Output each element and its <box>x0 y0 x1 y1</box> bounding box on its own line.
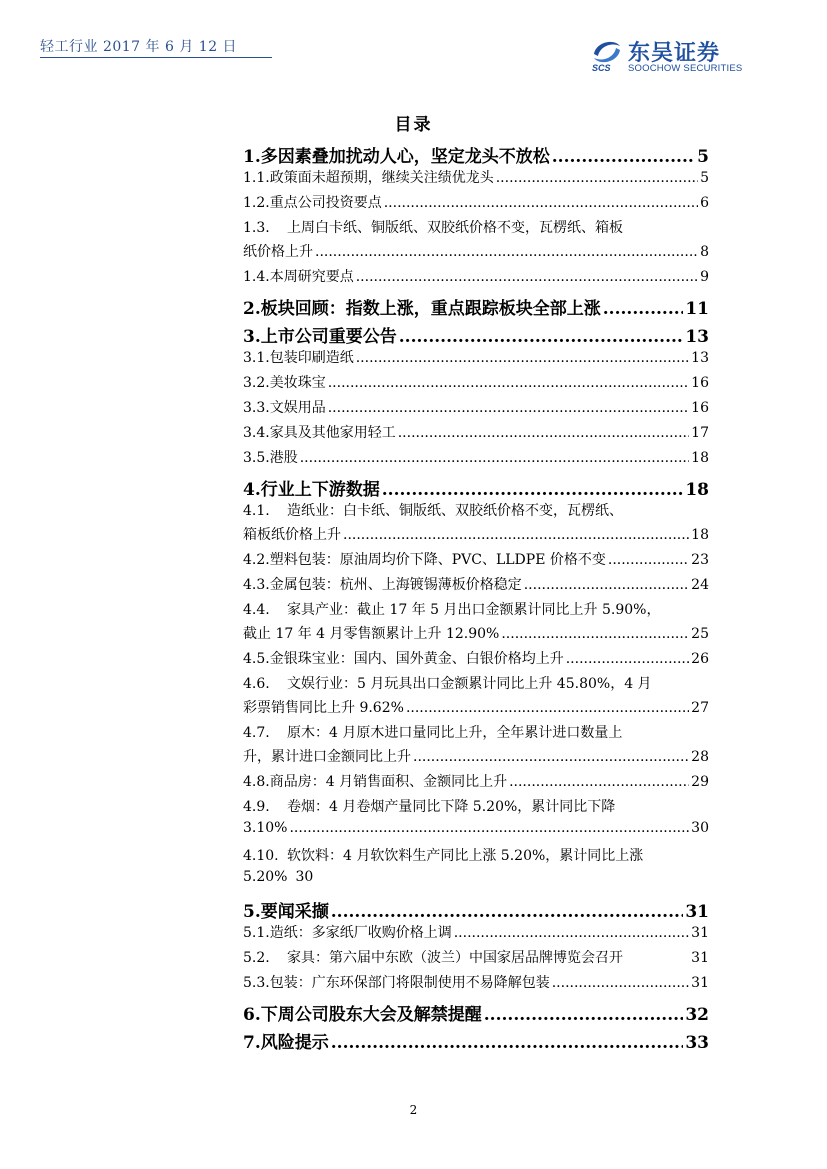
dot-leader <box>413 749 689 765</box>
toc-entry-title: 要闻采撷 <box>260 902 329 922</box>
toc-entry[interactable] <box>243 947 709 971</box>
toc-entry-number: 5. <box>243 902 261 922</box>
company-logo <box>590 36 760 78</box>
dot-leader <box>454 925 689 941</box>
dot-leader <box>331 1033 684 1053</box>
toc-entry[interactable] <box>243 845 709 893</box>
toc-entry-number: 4.6. <box>243 676 270 692</box>
toc-entry[interactable] <box>243 648 709 672</box>
toc-entry-title: 港股 <box>269 450 298 466</box>
toc-entry-page: 24 <box>691 577 709 593</box>
toc-entry-title: 金银珠宝业：国内、国外黄金、白银价格均上升 <box>269 651 564 667</box>
dot-leader <box>501 626 689 642</box>
dot-leader <box>343 527 689 543</box>
toc-entry-title-continuation: 5.20% <box>243 869 288 885</box>
toc-entry-title-continuation: 彩票销售同比上升 9.62% <box>243 700 404 716</box>
toc-entry-title: 文娱用品 <box>269 400 326 416</box>
toc-entry-number: 3. <box>243 327 261 347</box>
toc-entry-page: 28 <box>691 749 709 765</box>
logo-chinese-name: 东吴证券 <box>628 41 721 66</box>
toc-entry-page: 30 <box>295 869 314 885</box>
toc-entry[interactable] <box>243 192 709 216</box>
dot-leader <box>484 1005 684 1025</box>
toc-entry[interactable] <box>243 266 709 290</box>
toc-entry-number: 4.10. <box>243 848 279 864</box>
table-of-contents <box>243 138 709 1052</box>
toc-entry-title: 造纸业：白卡纸、铜版纸、双胶纸价格不变，瓦楞纸、 <box>287 503 623 519</box>
toc-entry[interactable] <box>243 599 709 647</box>
toc-entry-number: 4. <box>243 480 261 500</box>
header-industry-date: 轻工行业 2017 年 6 月 12 日 <box>40 39 238 55</box>
toc-entry-number: 7. <box>243 1033 261 1053</box>
toc-entry[interactable] <box>243 972 709 996</box>
toc-entry[interactable] <box>243 722 709 770</box>
toc-entry-number: 4.7. <box>243 725 270 741</box>
toc-entry-title: 下周公司股东大会及解禁提醒 <box>260 1005 482 1025</box>
toc-entry-title: 多因素叠加扰动人心，坚定龙头不放松 <box>260 147 550 167</box>
toc-entry[interactable] <box>243 897 709 921</box>
toc-entry-title-continuation: 箱板纸价格上升 <box>243 527 341 543</box>
toc-entry-page: 29 <box>691 774 709 790</box>
dot-leader <box>328 400 689 416</box>
toc-entry-number: 1.1. <box>243 170 270 186</box>
toc-entry-page: 31 <box>691 925 709 941</box>
header-underline <box>40 57 272 58</box>
toc-entry-number: 3.5. <box>243 450 270 466</box>
toc-entry-page: 25 <box>691 626 709 642</box>
toc-entry-number: 4.5. <box>243 651 270 667</box>
dot-leader <box>384 195 698 211</box>
toc-entry-title: 政策面未超预期，继续关注绩优龙头 <box>269 170 494 186</box>
toc-entry-title: 行业上下游数据 <box>260 480 380 500</box>
toc-entry[interactable] <box>243 217 709 265</box>
toc-entry[interactable] <box>243 1000 709 1024</box>
toc-entry-number: 4.4. <box>243 602 270 618</box>
toc-entry-title-continuation: 纸价格上升 <box>243 244 313 260</box>
dot-leader <box>552 147 695 167</box>
toc-entry-page: 27 <box>691 700 709 716</box>
toc-entry[interactable] <box>243 347 709 371</box>
toc-entry-title: 上市公司重要公告 <box>260 327 397 347</box>
toc-entry-title-continuation: 3.10% <box>243 820 288 836</box>
toc-entry-page: 16 <box>691 375 709 391</box>
toc-entry-number: 3.3. <box>243 400 270 416</box>
toc-entry[interactable] <box>243 771 709 795</box>
toc-entry-title: 上周白卡纸、铜版纸、双胶纸价格不变，瓦楞纸、箱板 <box>287 220 623 236</box>
toc-entry-number: 3.4. <box>243 425 270 441</box>
toc-entry-page: 26 <box>691 651 709 667</box>
toc-entry-number: 3.2. <box>243 375 270 391</box>
toc-entry[interactable] <box>243 397 709 421</box>
dot-leader <box>496 170 698 186</box>
toc-entry-page: 5 <box>697 147 709 167</box>
toc-entry-title: 金属包装：杭州、上海镀锡薄板价格稳定 <box>269 577 522 593</box>
toc-entry-page: 11 <box>685 299 709 319</box>
toc-entry-page: 5 <box>700 170 709 186</box>
toc-entry-title-continuation: 截止 17 年 4 月零售额累计上升 12.90% <box>243 626 500 642</box>
toc-entry-page: 30 <box>691 820 709 836</box>
dot-leader <box>289 820 689 836</box>
toc-entry-title: 包装：广东环保部门将限制使用不易降解包装 <box>269 975 550 991</box>
dot-leader <box>331 902 684 922</box>
dot-leader <box>406 700 689 716</box>
toc-entry-number: 4.8. <box>243 774 270 790</box>
toc-entry-number: 4.2. <box>243 552 270 568</box>
dot-leader <box>566 651 689 667</box>
toc-entry-page: 31 <box>685 902 709 922</box>
toc-entry[interactable] <box>243 475 709 499</box>
toc-entry-page: 17 <box>691 425 709 441</box>
toc-entry-number: 2. <box>243 299 261 319</box>
toc-entry[interactable] <box>243 322 709 346</box>
toc-entry[interactable] <box>243 372 709 396</box>
toc-entry-page: 13 <box>685 327 709 347</box>
dot-leader <box>552 975 689 991</box>
toc-entry-page: 31 <box>691 975 709 991</box>
toc-entry-number: 4.1. <box>243 503 270 519</box>
toc-entry[interactable] <box>243 574 709 598</box>
toc-entry-number: 1.4. <box>243 269 270 285</box>
toc-entry-number: 6. <box>243 1005 261 1025</box>
toc-entry-title: 风险提示 <box>260 1033 329 1053</box>
toc-entry-page: 33 <box>685 1033 709 1053</box>
toc-entry-page: 32 <box>685 1005 709 1025</box>
toc-entry-page: 31 <box>691 950 709 966</box>
toc-entry-number: 5.1. <box>243 925 270 941</box>
toc-entry[interactable] <box>243 1028 709 1052</box>
toc-title: 目录 <box>394 115 433 135</box>
toc-entry-title: 重点公司投资要点 <box>269 195 382 211</box>
toc-entry-title: 文娱行业：5 月玩具出口金额累计同比上升 45.80%，4 月 <box>287 676 652 692</box>
toc-entry-title: 板块回顾：指数上涨，重点跟踪板块全部上涨 <box>260 299 601 319</box>
toc-entry-number: 5.3. <box>243 975 270 991</box>
toc-entry-title: 家具产业：截止 17 年 5 月出口金额累计同比上升 5.90%， <box>287 602 661 618</box>
dot-leader <box>509 774 689 790</box>
toc-entry[interactable] <box>243 673 709 721</box>
toc-entry[interactable] <box>243 549 709 573</box>
toc-entry-page: 23 <box>691 552 709 568</box>
toc-entry[interactable] <box>243 796 709 844</box>
toc-entry-page: 18 <box>691 527 709 543</box>
toc-entry[interactable] <box>243 447 709 471</box>
dot-leader <box>524 577 689 593</box>
toc-entry-page: 18 <box>685 480 709 500</box>
toc-entry-page: 16 <box>691 400 709 416</box>
toc-entry[interactable] <box>243 142 709 166</box>
toc-entry-title: 包装印刷造纸 <box>269 350 354 366</box>
toc-entry[interactable] <box>243 422 709 446</box>
toc-entry[interactable] <box>243 500 709 548</box>
toc-entry-title: 造纸：多家纸厂收购价格上调 <box>269 925 452 941</box>
toc-entry-title-continuation: 升，累计进口金额同比上升 <box>243 749 411 765</box>
dot-leader <box>398 425 689 441</box>
toc-entry-number: 3.1. <box>243 350 270 366</box>
toc-entry-number: 5.2. <box>243 950 270 966</box>
dot-leader <box>356 269 698 285</box>
toc-entry-title: 家具及其他家用轻工 <box>269 425 396 441</box>
toc-entry-page: 6 <box>700 195 709 211</box>
toc-entry-number: 1.2. <box>243 195 270 211</box>
toc-entry-number: 4.9. <box>243 799 270 815</box>
logo-scs-mark: SCS <box>592 63 611 73</box>
toc-entry-title: 塑料包装：原油周均价下降、PVC、LLDPE 价格不变 <box>269 552 606 568</box>
toc-entry[interactable] <box>243 294 709 318</box>
toc-entry-title: 家具：第六届中东欧（波兰）中国家居品牌博览会召开 <box>287 950 623 966</box>
dot-leader <box>328 375 689 391</box>
toc-entry-title: 美妆珠宝 <box>269 375 326 391</box>
toc-entry-title: 软饮料：4 月软饮料生产同比上涨 5.20%，累计同比上涨 <box>287 848 644 864</box>
toc-entry-page: 18 <box>691 450 709 466</box>
toc-entry-number: 1. <box>243 147 261 167</box>
toc-entry-title: 原木：4 月原木进口量同比上升，全年累计进口数量上 <box>287 725 623 741</box>
dot-leader <box>315 244 698 260</box>
dot-leader <box>382 480 684 500</box>
toc-entry-page: 9 <box>700 269 709 285</box>
toc-entry-title: 本周研究要点 <box>269 269 354 285</box>
toc-entry-number: 4.3. <box>243 577 270 593</box>
toc-entry[interactable] <box>243 167 709 191</box>
toc-entry-title: 卷烟：4 月卷烟产量同比下降 5.20%，累计同比下降 <box>287 799 616 815</box>
toc-entry-number: 1.3. <box>243 220 270 236</box>
logo-english-name: SOOCHOW SECURITIES <box>628 63 743 74</box>
dot-leader <box>399 327 684 347</box>
dot-leader <box>603 299 684 319</box>
toc-entry[interactable] <box>243 922 709 946</box>
toc-entry-page: 13 <box>691 350 709 366</box>
dot-leader <box>300 450 689 466</box>
dot-leader <box>608 552 689 568</box>
toc-entry-title: 商品房：4 月销售面积、金额同比上升 <box>269 774 508 790</box>
page-number: 2 <box>409 1103 418 1117</box>
toc-entry-page: 8 <box>700 244 709 260</box>
dot-leader <box>356 350 689 366</box>
